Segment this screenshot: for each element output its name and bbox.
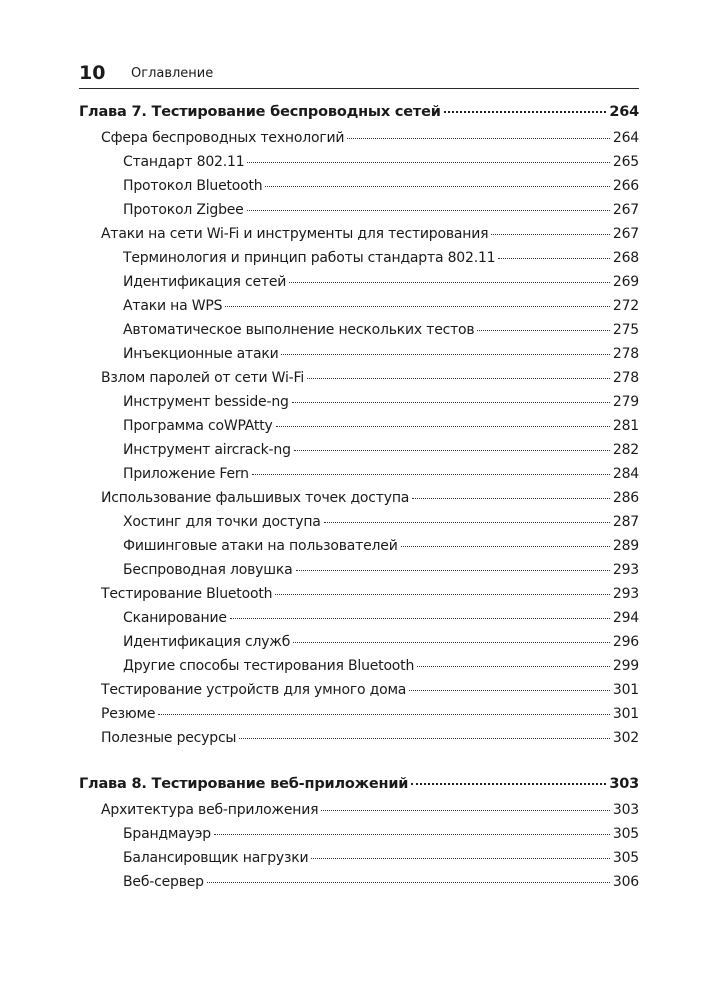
toc-entry[interactable] — [79, 874, 639, 898]
toc-entry-title: Инструмент besside-ng — [123, 394, 289, 410]
toc-entry[interactable] — [79, 130, 639, 154]
dot-leader — [311, 857, 609, 859]
toc-entry-page: 302 — [612, 730, 639, 746]
dot-leader — [265, 185, 609, 187]
toc-entry-title: Фишинговые атаки на пользователей — [123, 538, 398, 554]
dot-leader — [293, 641, 610, 643]
toc-entry[interactable] — [79, 202, 639, 226]
toc-entry-title: Протокол Bluetooth — [123, 178, 263, 194]
dot-leader — [214, 833, 610, 835]
toc-entry[interactable] — [79, 682, 639, 706]
toc-entry-page: 269 — [612, 274, 639, 290]
toc-entry[interactable] — [79, 418, 639, 442]
dot-leader — [321, 809, 610, 811]
toc-entry-page: 281 — [612, 418, 639, 434]
toc-entry-page: 268 — [612, 250, 639, 266]
toc-entry-title: Приложение Fern — [123, 466, 249, 482]
toc-entry-title: Идентификация служб — [123, 634, 291, 650]
running-title: Оглавление — [131, 66, 214, 81]
header-rule — [79, 88, 639, 89]
toc-entry-title: Архитектура веб-приложения — [101, 802, 319, 818]
toc-entry-title: Инъекционные атаки — [123, 346, 279, 362]
toc-entry-page: 293 — [612, 586, 639, 602]
toc-entry-title: Автоматическое выполнение нескольких тестов — [123, 322, 475, 338]
toc-entry-page: 284 — [612, 466, 639, 482]
toc-entry[interactable] — [79, 706, 639, 730]
dot-leader — [307, 377, 610, 379]
toc-entry-page: 272 — [612, 298, 639, 314]
toc-entry[interactable] — [79, 346, 639, 370]
dot-leader — [292, 401, 610, 403]
toc-entry-title: Атаки на сети Wi-Fi и инструменты для тестирования — [101, 226, 489, 242]
dot-leader — [276, 425, 610, 427]
toc-entry-title: Полезные ресурсы — [101, 730, 237, 746]
toc-entry-title: Глава 8. Тестирование веб-приложений — [79, 776, 409, 792]
toc-entry[interactable] — [79, 634, 639, 658]
toc-entry-page: 278 — [612, 346, 639, 362]
dot-leader — [491, 233, 610, 235]
dot-leader — [498, 257, 610, 259]
dot-leader — [247, 209, 610, 211]
toc-entry[interactable] — [79, 826, 639, 850]
toc-chapter[interactable] — [79, 776, 639, 802]
table-of-contents — [79, 104, 639, 898]
toc-entry-title: Тестирование устройств для умного дома — [101, 682, 407, 698]
dot-leader — [289, 281, 610, 283]
toc-entry-title: Протокол Zigbee — [123, 202, 244, 218]
toc-entry-page: 286 — [612, 490, 639, 506]
toc-entry-title: Брандмауэр — [123, 826, 211, 842]
page-header — [79, 60, 639, 88]
toc-entry[interactable] — [79, 658, 639, 682]
toc-entry-page: 267 — [612, 202, 639, 218]
dot-leader — [281, 353, 609, 355]
toc-chapter[interactable] — [79, 104, 639, 130]
toc-entry-page: 267 — [612, 226, 639, 242]
dot-leader — [409, 689, 610, 691]
toc-entry-page: 303 — [612, 802, 639, 818]
toc-entry-title: Взлом паролей от сети Wi-Fi — [101, 370, 305, 386]
toc-entry-page: 294 — [612, 610, 639, 626]
toc-entry-page: 287 — [612, 514, 639, 530]
toc-entry[interactable] — [79, 586, 639, 610]
toc-entry-title: Другие способы тестирования Bluetooth — [123, 658, 415, 674]
toc-entry[interactable] — [79, 250, 639, 274]
toc-entry-title: Инструмент aircrack-ng — [123, 442, 291, 458]
toc-entry[interactable] — [79, 178, 639, 202]
toc-entry-title: Программа coWPAtty — [123, 418, 273, 434]
toc-entry-page: 305 — [612, 826, 639, 842]
toc-entry-title: Глава 7. Тестирование беспроводных сетей — [79, 104, 441, 120]
dot-leader — [230, 617, 610, 619]
toc-entry-page: 265 — [612, 154, 639, 170]
toc-entry-title: Сканирование — [123, 610, 227, 626]
toc-entry-title: Использование фальшивых точек доступа — [101, 490, 410, 506]
toc-entry-title: Терминология и принцип работы стандарта 802.11 — [123, 250, 496, 266]
dot-leader — [275, 593, 610, 595]
toc-entry-title: Тестирование Bluetooth — [101, 586, 273, 602]
toc-entry[interactable] — [79, 154, 639, 178]
toc-entry[interactable] — [79, 802, 639, 826]
toc-entry-title: Балансировщик нагрузки — [123, 850, 309, 866]
toc-entry[interactable] — [79, 730, 639, 754]
toc-entry-page: 264 — [609, 104, 639, 120]
toc-entry-title: Беспроводная ловушка — [123, 562, 293, 578]
toc-entry-title: Атаки на WPS — [123, 298, 223, 314]
toc-entry-title: Резюме — [101, 706, 156, 722]
toc-entry[interactable] — [79, 274, 639, 298]
dot-leader — [239, 737, 610, 739]
toc-entry[interactable] — [79, 226, 639, 250]
toc-entry[interactable] — [79, 490, 639, 514]
dot-leader — [247, 161, 609, 163]
dot-leader — [158, 713, 610, 715]
dot-leader — [252, 473, 610, 475]
toc-entry-page: 299 — [612, 658, 639, 674]
toc-entry[interactable] — [79, 562, 639, 586]
toc-entry[interactable] — [79, 514, 639, 538]
dot-leader — [294, 449, 610, 451]
section-gap — [79, 754, 639, 776]
dot-leader — [477, 329, 609, 331]
toc-entry[interactable] — [79, 538, 639, 562]
toc-entry-page: 279 — [612, 394, 639, 410]
toc-entry-page: 296 — [612, 634, 639, 650]
toc-entry[interactable] — [79, 466, 639, 490]
toc-entry[interactable] — [79, 442, 639, 466]
toc-entry-title: Веб-сервер — [123, 874, 204, 890]
dot-leader — [207, 881, 610, 883]
dot-leader — [412, 497, 610, 499]
toc-entry-title: Стандарт 802.11 — [123, 154, 245, 170]
toc-entry[interactable] — [79, 850, 639, 874]
toc-entry-title: Идентификация сетей — [123, 274, 287, 290]
toc-entry-page: 293 — [612, 562, 639, 578]
dot-leader — [401, 545, 610, 547]
toc-entry-page: 301 — [612, 706, 639, 722]
toc-entry-title: Сфера беспроводных технологий — [101, 130, 345, 146]
toc-entry-page: 289 — [612, 538, 639, 554]
dot-leader — [225, 305, 610, 307]
toc-entry[interactable] — [79, 322, 639, 346]
toc-entry-page: 301 — [612, 682, 639, 698]
toc-entry-page: 303 — [609, 776, 639, 792]
toc-entry-page: 275 — [612, 322, 639, 338]
toc-entry[interactable] — [79, 394, 639, 418]
toc-entry-title: Хостинг для точки доступа — [123, 514, 321, 530]
dot-leader — [417, 665, 610, 667]
toc-entry-page: 282 — [612, 442, 639, 458]
dot-leader — [411, 782, 606, 785]
dot-leader — [444, 110, 607, 113]
toc-entry-page: 305 — [612, 850, 639, 866]
toc-entry-page: 278 — [612, 370, 639, 386]
toc-entry-page: 266 — [612, 178, 639, 194]
toc-entry-page: 264 — [612, 130, 639, 146]
toc-entry[interactable] — [79, 298, 639, 322]
toc-entry[interactable] — [79, 370, 639, 394]
dot-leader — [324, 521, 610, 523]
dot-leader — [347, 137, 610, 139]
dot-leader — [296, 569, 610, 571]
page-number: 10 — [79, 62, 106, 84]
toc-entry[interactable] — [79, 610, 639, 634]
toc-entry-page: 306 — [612, 874, 639, 890]
